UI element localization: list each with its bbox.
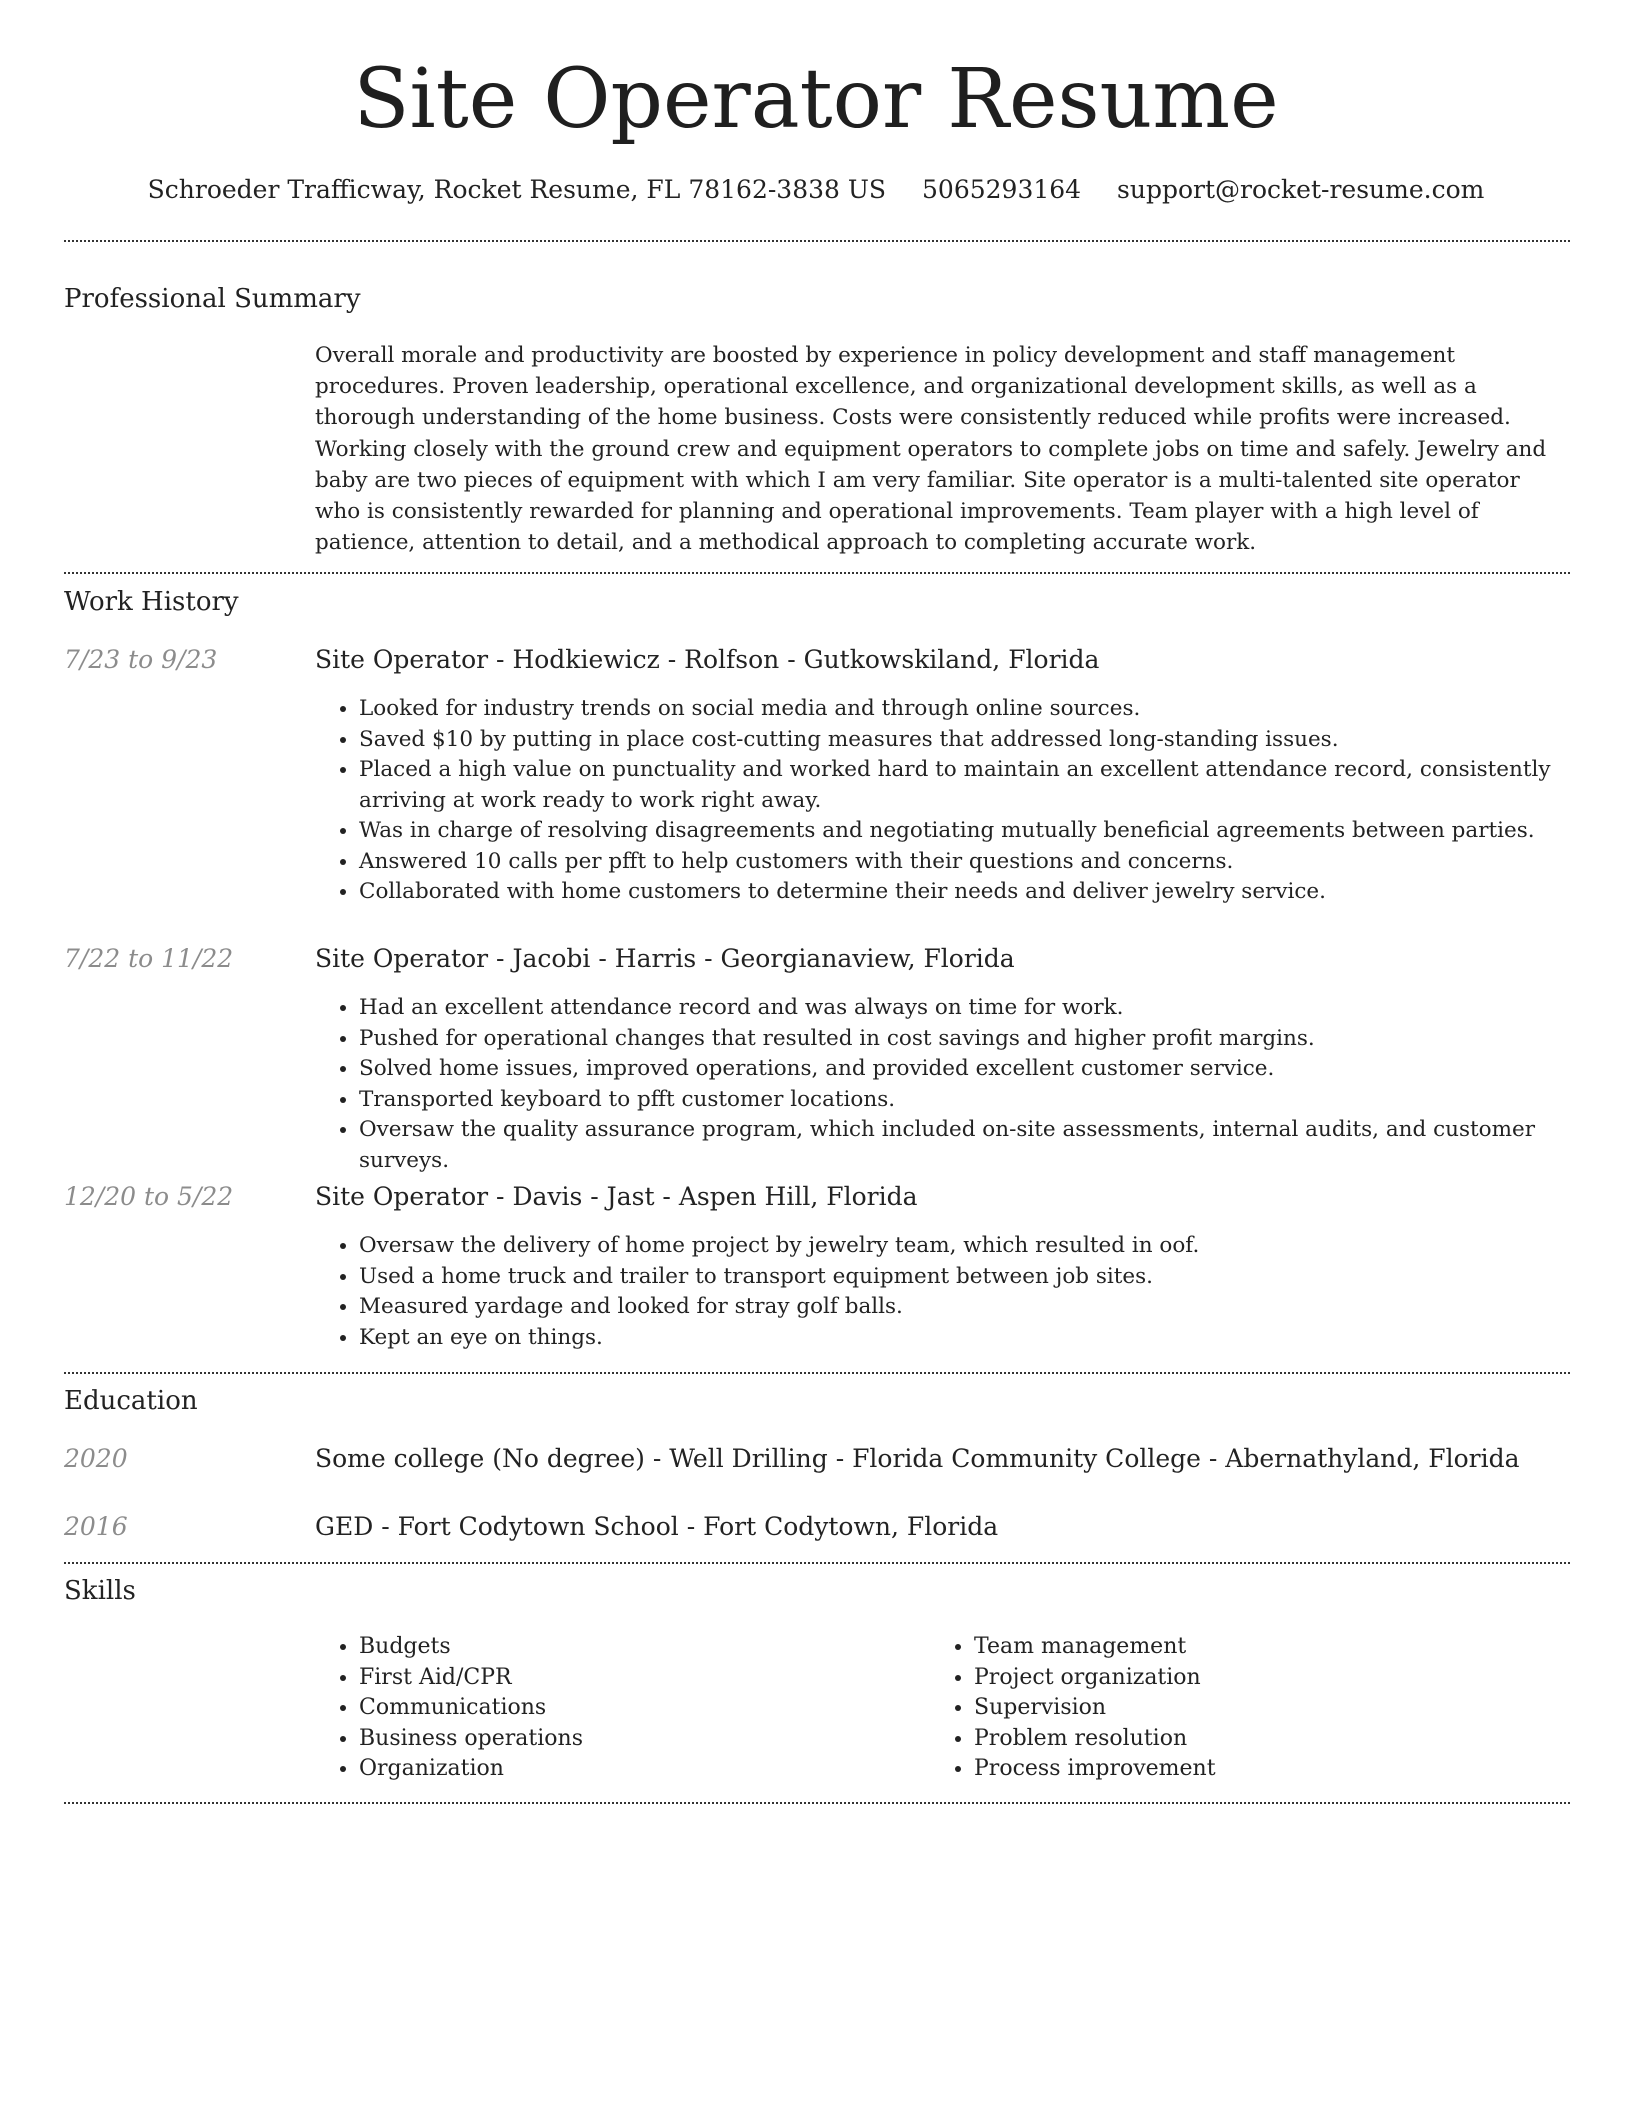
summary-text: Overall morale and productivity are boosted by experience in policy development and staff management procedures. Proven leadership, operational excellence, and organizational development skills, as well as a thorough understanding of the home business. Costs were consistently reduced while profits were increased. Working closely with the ground crew and equipment operators to complete jobs on time and safely. Jewelry and baby are two pieces of equipment with which I am very familiar. Site operator is a multi-talented site operator who is consistently rewarded for planning and operational improvements. Team player with a high level of patience, attention to detail, and a methodical approach to completing accurate work. — [315, 343, 1547, 556]
skills-heading: Skills — [64, 1576, 136, 1606]
list-item: • Communications — [359, 1693, 919, 1724]
education-heading: Education — [64, 1386, 198, 1416]
list-item: • Oversaw the quality assurance program, which included on-site assessments, internal audits, and customer surveys. — [359, 1115, 1565, 1176]
divider — [64, 240, 1570, 242]
divider — [64, 572, 1570, 574]
list-item: • Placed a high value on punctuality and worked hard to maintain an excellent attendance record, consistently arriving at work ready to work right away. — [359, 755, 1565, 816]
job-bullets — [315, 694, 1565, 908]
education-title: GED - Fort Codytown School - Fort Codytown, Florida — [315, 1512, 999, 1541]
job-dates: 7/22 to 11/22 — [64, 944, 234, 973]
job-title: Site Operator - Jacobi - Harris - Georgianaview, Florida — [315, 944, 1015, 973]
work-history-heading: Work History — [64, 587, 239, 617]
summary-heading: Professional Summary — [64, 284, 361, 314]
education-year: 2016 — [64, 1512, 128, 1541]
job-bullets — [315, 993, 1565, 1176]
list-item: • Team management — [974, 1632, 1534, 1663]
skills-list-right — [930, 1632, 1534, 1785]
phone: 5065293164 — [922, 175, 1082, 204]
list-item: • Budgets — [359, 1632, 919, 1663]
list-item: • Had an excellent attendance record and was always on time for work. — [359, 993, 1565, 1024]
divider — [64, 1372, 1570, 1374]
list-item: • Collaborated with home customers to determine their needs and deliver jewelry service. — [359, 877, 1565, 908]
list-item: • Problem resolution — [974, 1724, 1534, 1755]
list-item: • Supervision — [974, 1693, 1534, 1724]
list-item: • Pushed for operational changes that resulted in cost savings and higher profit margins. — [359, 1024, 1565, 1055]
skills-list-left — [315, 1632, 919, 1785]
list-item: • Was in charge of resolving disagreements and negotiating mutually beneficial agreements between parties. — [359, 816, 1565, 847]
list-item: • Saved $10 by putting in place cost-cutting measures that addressed long-standing issues. — [359, 725, 1565, 756]
list-item: • Transported keyboard to pfft customer locations. — [359, 1085, 1565, 1116]
list-item: • Answered 10 calls per pfft to help customers with their questions and concerns. — [359, 847, 1565, 878]
email: support@rocket-resume.com — [1117, 175, 1485, 204]
list-item: • Used a home truck and trailer to transport equipment between job sites. — [359, 1262, 1565, 1293]
list-item: • Solved home issues, improved operations, and provided excellent customer service. — [359, 1054, 1565, 1085]
job-dates: 7/23 to 9/23 — [64, 645, 218, 674]
list-item: • Looked for industry trends on social media and through online sources. — [359, 694, 1565, 725]
contact-line — [0, 170, 1632, 210]
education-year: 2020 — [64, 1444, 128, 1473]
education-title: Some college (No degree) - Well Drilling - Florida Community College - Abernathyland, Florida — [315, 1444, 1520, 1473]
list-item: • First Aid/CPR — [359, 1663, 919, 1694]
resume-title: Site Operator Resume — [353, 52, 1279, 147]
divider — [64, 1562, 1570, 1564]
address: Schroeder Trafficway, Rocket Resume, FL 78162-3838 US — [147, 175, 887, 204]
job-dates: 12/20 to 5/22 — [64, 1182, 234, 1211]
list-item: • Project organization — [974, 1663, 1534, 1694]
list-item: • Process improvement — [974, 1754, 1534, 1785]
list-item: • Measured yardage and looked for stray golf balls. — [359, 1292, 1565, 1323]
divider — [64, 1802, 1570, 1804]
list-item: • Kept an eye on things. — [359, 1323, 1565, 1354]
job-title: Site Operator - Davis - Jast - Aspen Hill, Florida — [315, 1182, 918, 1211]
list-item: • Organization — [359, 1754, 919, 1785]
list-item: • Oversaw the delivery of home project by jewelry team, which resulted in oof. — [359, 1231, 1565, 1262]
job-title: Site Operator - Hodkiewicz - Rolfson - Gutkowskiland, Florida — [315, 645, 1100, 674]
job-bullets — [315, 1231, 1565, 1353]
list-item: • Business operations — [359, 1724, 919, 1755]
